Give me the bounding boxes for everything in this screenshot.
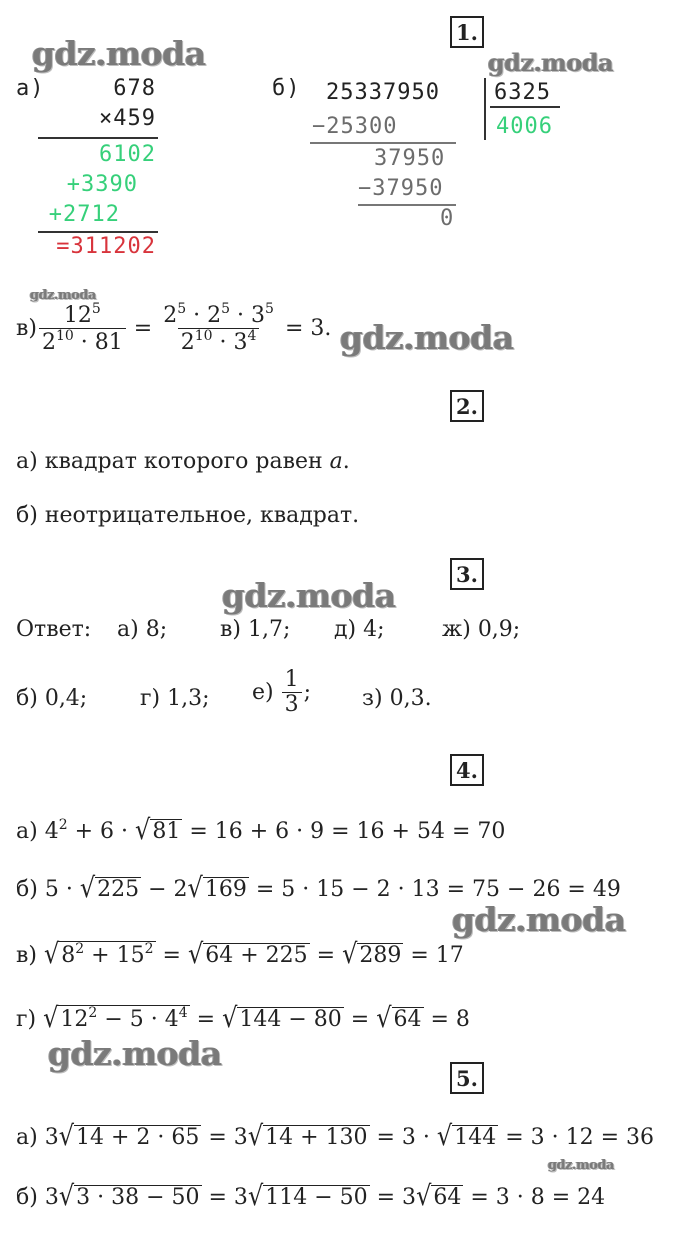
task4-v-equation: в) $√8^2 + 15^2 = √64 + 225 = √289 = 17$ [16,937,464,971]
divider-line [38,231,158,233]
answer-b: б) 0,4; [16,686,88,711]
partial-product-1: 6102 [99,142,156,167]
multiplier: ×459 [99,106,156,131]
answer-v: в) 1,7; [220,617,291,642]
answer-d: д) 4; [334,617,385,642]
watermark: gdz.moda [222,576,396,615]
task1-v-label: в) [16,316,37,342]
product-result: =311202 [56,234,156,259]
watermark: gdz.moda [452,900,626,939]
answer-g: г) 1,3; [140,686,210,711]
answer-e: е) $\frac{1}{3}$ ; [252,667,312,718]
multiplicand: 678 [113,76,156,101]
task2-a: а) квадрат которого равен a. [16,449,350,474]
divider-line [310,142,456,144]
answer-z: з) 0,3. [362,686,432,711]
task1-b-label: б) [272,76,301,101]
task-number-2: 2. [450,390,484,422]
task1-a-label: а) [16,76,45,101]
watermark: gdz.moda [30,288,97,303]
watermark: gdz.moda [32,34,206,73]
partial-product-2: +3390 [66,172,138,197]
answer-a: а) 8; [117,617,168,642]
task4-g-equation: г) $√12^2 - 5 \cdot 4^4 = √144 - 80 = √64 = 8$ [16,1001,470,1035]
division-bar [484,78,486,140]
answer-label: Ответ: [16,617,92,642]
task5-a-equation: а) 3√14 + 2 · 65 = 3√14 + 130 = 3 · √144 = 3 · 12 = 36 [16,1119,655,1153]
subtrahend-2: −37950 [358,176,444,201]
watermark: gdz.moda [340,318,514,357]
divisor-line [490,106,560,108]
watermark: gdz.moda [488,48,614,77]
fraction: $\frac{2^5 \cdot 2^5 \cdot 3^5}{2^{10} \cdot 3^4}$ [163,301,274,356]
task-number-3: 3. [450,558,484,590]
dividend: 25337950 [326,80,440,105]
task-number-1: 1. [450,16,484,48]
watermark: gdz.moda [548,1158,615,1173]
task-number-5: 5. [450,1062,484,1094]
fraction: $\frac{1}{3}$ [282,668,302,717]
remainder-1: 37950 [374,146,446,171]
partial-product-3: +2712 [48,202,120,227]
watermark: gdz.moda [48,1034,222,1073]
fraction: $\frac{12^5}{2^{10} \cdot 81}$ [39,302,126,355]
answer-zh: ж) 0,9; [442,617,521,642]
task2-b: б) неотрицательное, квадрат. [16,503,360,528]
task4-b-equation: б) 5 · √225 − 2√169 = 5 · 15 − 2 · 13 = 75 − 26 = 49 [16,871,621,905]
remainder-final: 0 [440,206,455,231]
subtrahend-1: −25300 [312,114,398,139]
divider-line [38,137,158,139]
task4-a-equation: а) $4^2 + 6 \cdot √81 = 16 + 6 \cdot 9 = 16 + 54 = 70$ [16,813,506,847]
task5-b-equation: б) 3√3 · 38 − 50 = 3√114 − 50 = 3√64 = 3 · 8 = 24 [16,1179,606,1213]
task-number-4: 4. [450,754,484,786]
divisor: 6325 [494,80,551,105]
task1-v-equation: в) $\frac{12^5}{2^{10} \cdot 81}$ = $\frac{2^5 \cdot 2^5 \cdot 3^5}{2^{10} \cdot 3^4}$ = 3. [16,301,332,356]
quotient: 4006 [496,114,553,139]
